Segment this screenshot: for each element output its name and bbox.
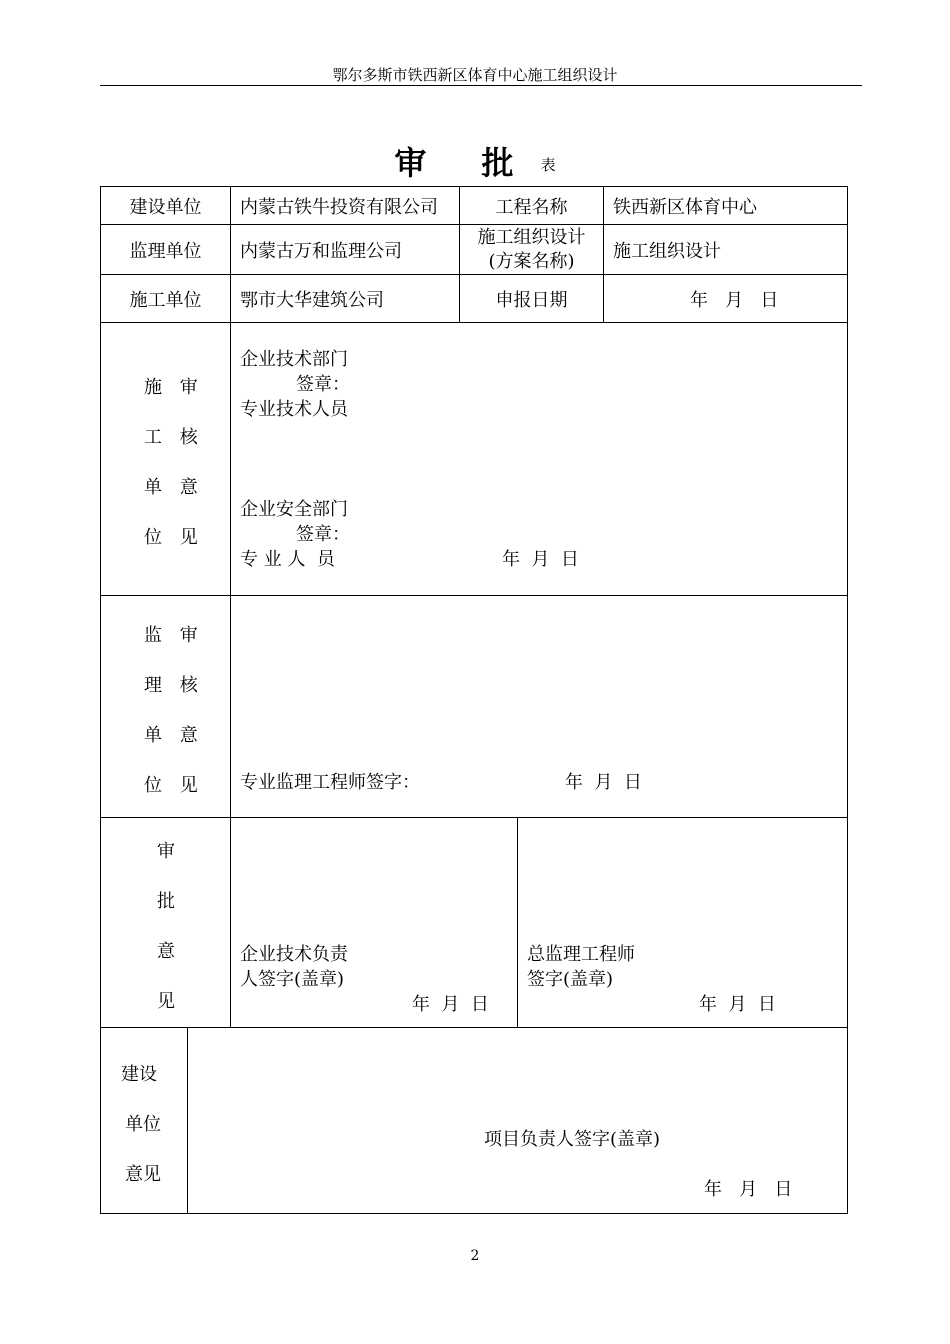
owner-opinion-label-line: 意见 bbox=[125, 1164, 161, 1185]
tech-head-sign-line2: 人签字(盖章) bbox=[240, 969, 345, 990]
column-divider bbox=[230, 186, 231, 1027]
running-header: 鄂尔多斯市铁西新区体育中心施工组织设计 bbox=[332, 66, 618, 84]
construction-review-label-line: 施 审 bbox=[144, 377, 204, 398]
supervision-review-label-line: 监 审 bbox=[144, 625, 204, 646]
label-project-name: 工程名称 bbox=[495, 196, 568, 218]
owner-opinion-date: 年 月 日 bbox=[704, 1179, 793, 1200]
label-submit-date: 申报日期 bbox=[495, 289, 568, 311]
tech-head-sign-line1: 企业技术负责 bbox=[240, 944, 348, 965]
construction-review-label-line: 位 见 bbox=[144, 527, 204, 548]
supervision-review-date: 年 月 日 bbox=[565, 772, 642, 793]
owner-opinion-label-line: 建设 bbox=[121, 1064, 157, 1085]
chief-engineer-sign-line2: 签字(盖章) bbox=[527, 969, 614, 990]
table-border-right bbox=[847, 186, 848, 1213]
label-plan-name bbox=[460, 225, 603, 274]
approval-label-line: 见 bbox=[157, 991, 175, 1012]
construction-review-label-line: 单 意 bbox=[144, 477, 204, 498]
supervision-review-label-line: 理 核 bbox=[144, 675, 204, 696]
chief-engineer-date: 年 月 日 bbox=[699, 994, 776, 1015]
approval-label-line: 意 bbox=[157, 941, 175, 962]
page-number: 2 bbox=[470, 1248, 480, 1264]
tech-person-label: 专业技术人员 bbox=[240, 399, 348, 420]
chief-engineer-sign-line1: 总监理工程师 bbox=[527, 944, 635, 965]
safety-dept-stamp: 签章： bbox=[296, 524, 350, 545]
title-suffix: 表 bbox=[540, 156, 556, 174]
value-project-name: 铁西新区体育中心 bbox=[613, 196, 757, 218]
value-plan-name: 施工组织设计 bbox=[613, 240, 721, 262]
document-title bbox=[0, 138, 950, 184]
column-divider bbox=[517, 817, 518, 1027]
tech-dept-stamp: 签章： bbox=[296, 374, 350, 395]
construction-review-date: 年 月 日 bbox=[502, 549, 579, 570]
project-manager-sign: 项目负责人签字(盖章) bbox=[484, 1129, 661, 1150]
construction-review-label-line: 工 核 bbox=[144, 427, 204, 448]
safety-person-label: 专 业 人 员 bbox=[240, 549, 335, 570]
row-divider bbox=[100, 322, 848, 323]
column-divider bbox=[187, 1027, 188, 1213]
title-main: 审 批 bbox=[394, 144, 536, 182]
label-supervisor-unit: 监理单位 bbox=[129, 240, 202, 262]
label-plan-name-line1: 施工组织设计 bbox=[477, 226, 586, 248]
row-divider bbox=[100, 1027, 848, 1028]
value-owner-unit: 内蒙古铁牛投资有限公司 bbox=[240, 196, 438, 218]
value-contractor-unit: 鄂市大华建筑公司 bbox=[240, 289, 384, 311]
row-divider bbox=[100, 817, 848, 818]
column-divider bbox=[603, 186, 604, 322]
header-rule bbox=[100, 85, 862, 86]
table-border-left bbox=[100, 186, 101, 1213]
row-divider bbox=[100, 595, 848, 596]
value-supervisor-unit: 内蒙古万和监理公司 bbox=[240, 240, 402, 262]
approval-label-line: 批 bbox=[157, 891, 175, 912]
label-plan-name-line2: (方案名称) bbox=[488, 250, 575, 272]
supervision-review-label-line: 位 见 bbox=[144, 775, 204, 796]
tech-dept-label: 企业技术部门 bbox=[240, 349, 348, 370]
table-border-bottom bbox=[100, 1213, 848, 1214]
approval-label-line: 审 bbox=[157, 841, 175, 862]
label-owner-unit: 建设单位 bbox=[129, 196, 202, 218]
safety-dept-label: 企业安全部门 bbox=[240, 499, 348, 520]
supervising-engineer-sign: 专业监理工程师签字： bbox=[240, 772, 420, 793]
owner-opinion-label-line: 单位 bbox=[125, 1114, 161, 1135]
value-submit-date: 年 月 日 bbox=[690, 289, 779, 311]
label-contractor-unit: 施工单位 bbox=[129, 289, 202, 311]
tech-head-date: 年 月 日 bbox=[412, 994, 489, 1015]
supervision-review-label-line: 单 意 bbox=[144, 725, 204, 746]
